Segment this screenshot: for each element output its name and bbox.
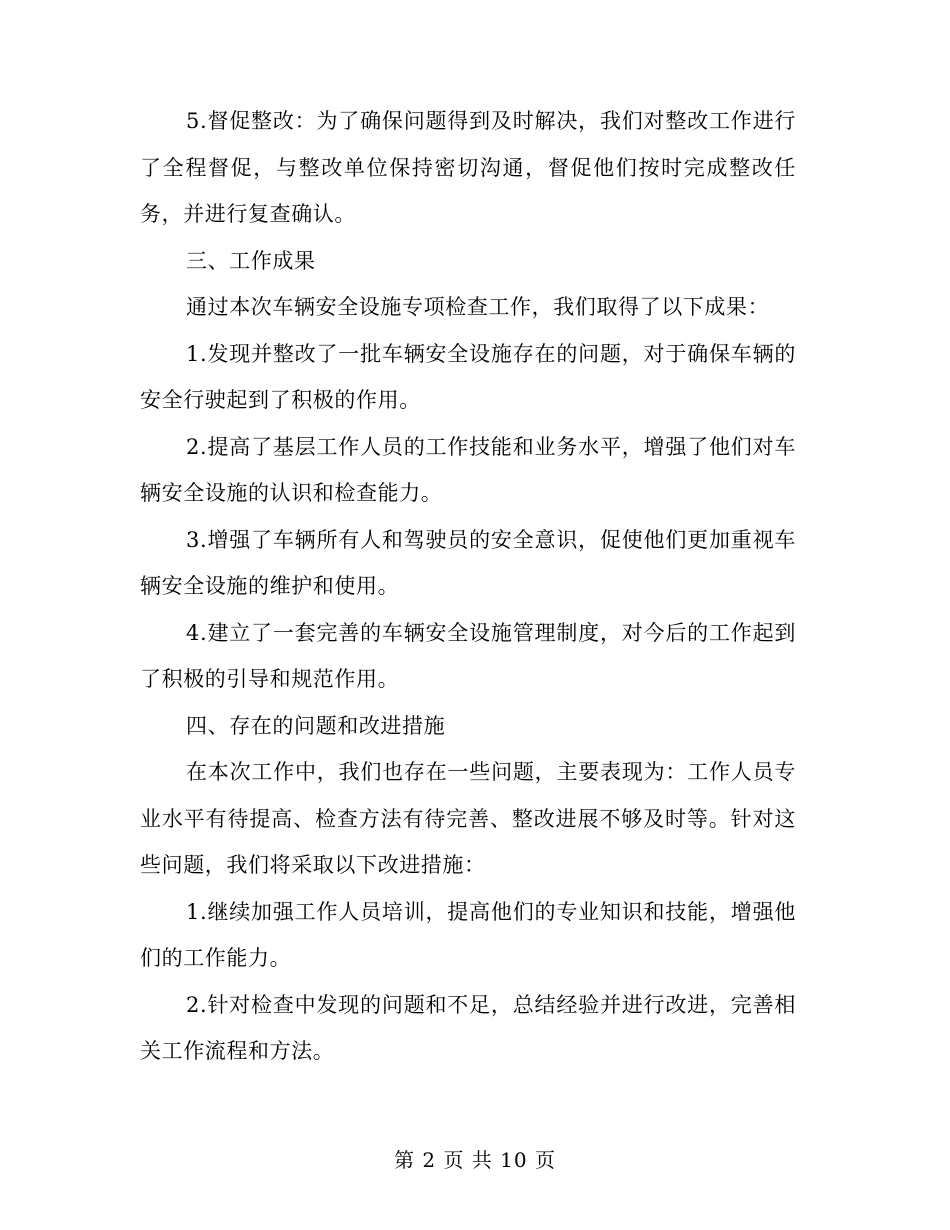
paragraph-results-intro: 通过本次车辆安全设施专项检查工作，我们取得了以下成果： [186,295,770,319]
section-heading-work-results: 三、工作成果 [186,248,316,273]
document-body [140,98,796,1075]
paragraph-result-1: 1.发现并整改了一批车辆安全设施存在的问题，对于确保车辆的安全行驶起到了积极的作用。 [140,341,796,412]
paragraph-result-4: 4.建立了一套完善的车辆安全设施管理制度，对今后的工作起到了积极的引导和规范作用。 [140,620,796,691]
paragraph-result-3: 3.增强了车辆所有人和驾驶员的安全意识，促使他们更加重视车辆安全设施的维护和使用。 [140,527,796,598]
paragraph-supervise-rectification: 5.督促整改：为了确保问题得到及时解决，我们对整改工作进行了全程督促，与整改单位保持密切沟通，督促他们按时完成整改任务，并进行复查确认。 [140,109,796,226]
paragraph-result-2: 2.提高了基层工作人员的工作技能和业务水平，增强了他们对车辆安全设施的认识和检查能力。 [140,434,796,505]
page-number-label: 第 2 页 共 10 页 [394,1148,556,1172]
paragraph-problems-intro: 在本次工作中，我们也存在一些问题，主要表现为：工作人员专业水平有待提高、检查方法有待完善、整改进展不够及时等。针对这些问题，我们将采取以下改进措施： [140,760,796,877]
paragraph-improvement-2: 2.针对检查中发现的问题和不足，总结经验并进行改进，完善相关工作流程和方法。 [140,992,796,1063]
page-footer [0,1146,950,1174]
paragraph-improvement-1: 1.继续加强工作人员培训，提高他们的专业知识和技能，增强他们的工作能力。 [140,899,796,970]
section-heading-problems-improvements: 四、存在的问题和改进措施 [186,713,446,738]
